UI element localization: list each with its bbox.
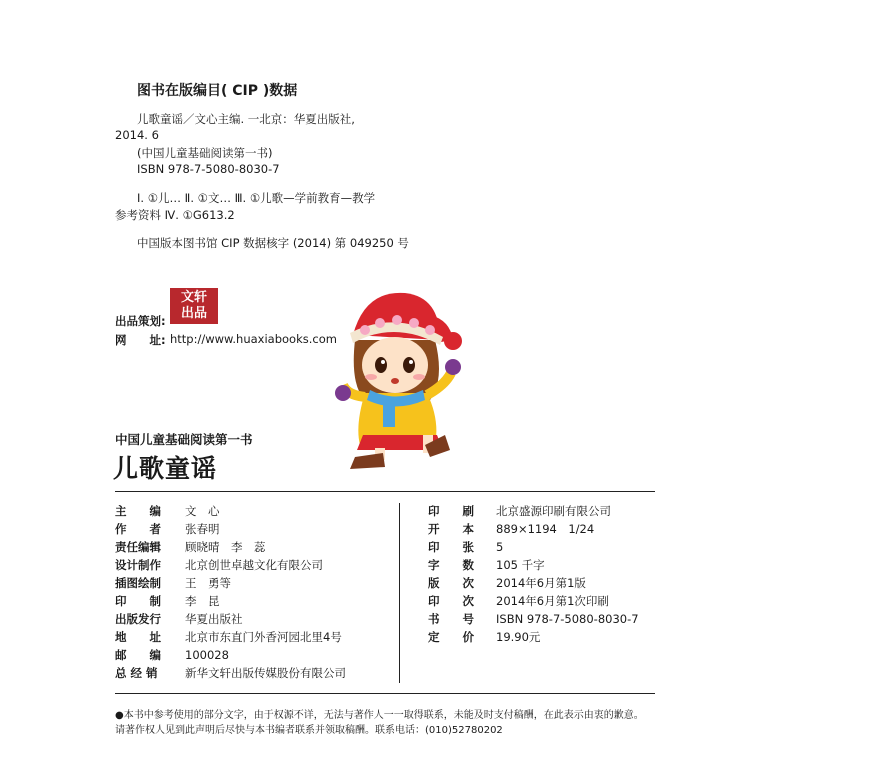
cip-line-4: ISBN 978-7-5080-8030-7 <box>137 162 280 176</box>
print-row <box>428 575 586 591</box>
print-row <box>428 503 611 519</box>
credit-value: 北京创世卓越文化有限公司 <box>185 558 323 572</box>
credit-value: 顾晓晴 李 蕊 <box>185 540 266 554</box>
footer-note-1: ●本书中参考使用的部分文字，由于权源不详，无法与著作人一一取得联系，未能及时支付稿酬，在此表示由衷的歉意。 <box>115 710 644 721</box>
credit-key: 印 制 <box>115 594 161 608</box>
credit-key: 地 址 <box>115 630 161 644</box>
print-key: 书 号 <box>428 612 474 626</box>
credit-value: 新华文轩出版传媒股份有限公司 <box>185 666 346 680</box>
series-name: 中国儿童基础阅读第一书 <box>115 432 253 447</box>
print-key: 印 张 <box>428 540 474 554</box>
print-value: 5 <box>496 540 504 554</box>
print-row <box>428 611 639 627</box>
print-key: 定 价 <box>428 630 474 644</box>
website-label: 网 址: <box>115 333 166 347</box>
credit-row <box>115 611 243 627</box>
print-value: 2014年6月第1次印刷 <box>496 594 609 608</box>
logo-line-1: 文轩 <box>180 290 207 305</box>
credit-row <box>115 629 342 645</box>
credit-value: 张春明 <box>185 522 220 536</box>
footer-note-2: 请著作权人见到此声明后尽快与本书编者联系并领取稿酬。联系电话：(010)52780202 <box>115 725 503 736</box>
credit-row <box>115 503 220 519</box>
credit-key: 责任编辑 <box>115 540 161 554</box>
print-value: ISBN 978-7-5080-8030-7 <box>496 612 639 626</box>
print-key: 开 本 <box>428 522 474 536</box>
credit-value: 北京市东直门外香河园北里4号 <box>185 630 342 644</box>
print-key: 字 数 <box>428 558 474 572</box>
cip-title: 图书在版编目( CIP )数据 <box>137 83 298 99</box>
credit-key: 出版发行 <box>115 612 161 626</box>
girl-illustration <box>335 285 465 475</box>
credit-row <box>115 575 231 591</box>
print-value: 2014年6月第1版 <box>496 576 586 590</box>
print-row <box>428 557 545 573</box>
credit-row <box>115 647 229 663</box>
print-value: 北京盛源印刷有限公司 <box>496 504 611 518</box>
cip-line-6: 参考资料 Ⅳ. ①G613.2 <box>115 208 235 222</box>
cip-line-1: 儿歌童谣／文心主编. 一北京：华夏出版社, <box>137 112 355 126</box>
credit-row <box>115 539 266 555</box>
credit-key: 插图绘制 <box>115 576 161 590</box>
credit-key: 邮 编 <box>115 648 161 662</box>
credit-key: 作 者 <box>115 522 161 536</box>
print-key: 印 刷 <box>428 504 474 518</box>
column-divider <box>399 503 400 683</box>
credit-value: 李 昆 <box>185 594 220 608</box>
credit-value: 100028 <box>185 648 229 662</box>
print-key: 版 次 <box>428 576 474 590</box>
print-row <box>428 539 503 555</box>
credit-key: 主 编 <box>115 504 161 518</box>
print-key: 印 次 <box>428 594 474 608</box>
credit-row <box>115 557 323 573</box>
cip-line-3: (中国儿童基础阅读第一书) <box>137 146 273 160</box>
print-value: 105 千字 <box>496 558 545 572</box>
top-rule <box>115 491 655 492</box>
wenxuan-logo <box>170 288 218 324</box>
print-value: 889×1194 1/24 <box>496 522 595 536</box>
credit-key: 设计制作 <box>115 558 161 572</box>
credit-value: 王 勇等 <box>185 576 231 590</box>
print-value: 19.90元 <box>496 630 541 644</box>
print-row <box>428 629 540 645</box>
credit-value: 华夏出版社 <box>185 612 243 626</box>
book-title: 儿歌童谣 <box>113 454 218 483</box>
credit-key: 总 经 销 <box>115 666 158 680</box>
credit-value: 文 心 <box>185 504 220 518</box>
cip-line-2: 2014. 6 <box>115 128 159 142</box>
bottom-rule <box>115 693 655 694</box>
planning-label: 出品策划: <box>115 314 166 328</box>
logo-line-2: 出品 <box>180 306 207 321</box>
credit-row <box>115 521 220 537</box>
print-row <box>428 593 609 609</box>
cip-line-7: 中国版本图书馆 CIP 数据核字 (2014) 第 049250 号 <box>137 236 409 250</box>
cip-line-5: Ⅰ. ①儿… Ⅱ. ①文… Ⅲ. ①儿歌—学前教育—教学 <box>137 191 376 205</box>
credit-row <box>115 665 346 681</box>
website-url[interactable]: http://www.huaxiabooks.com <box>170 332 337 346</box>
print-row <box>428 521 594 537</box>
credit-row <box>115 593 220 609</box>
